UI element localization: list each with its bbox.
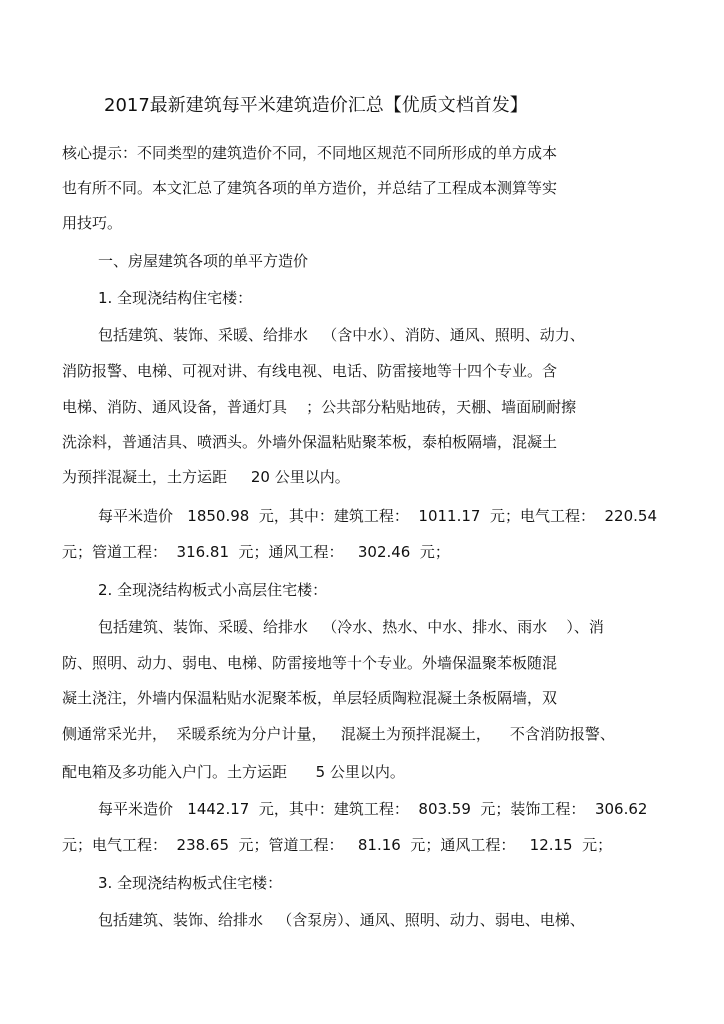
text-line: 防、照明、动力、弱电、电梯、防雷接地等十个专业。外墙保温聚苯板随混 xyxy=(62,654,558,672)
text-line: 凝土浇注，外墙内保温粘贴水泥聚苯板，单层轻质陶粒混凝土条板隔墙，双 xyxy=(62,689,558,707)
text-line: 洗涂料，普通洁具、喷洒头。外墙外保温粘贴聚苯板，泰柏板隔墙，混凝土 xyxy=(62,433,558,451)
cost-line: 元；电气工程： 238.65 元；管道工程： 81.16 元；通风工程： 12.15 元； xyxy=(62,836,613,854)
text-line: 侧通常采光井， 采暖系统为分户计量， 混凝土为预拌混凝土， 不含消防报警、 xyxy=(62,725,615,743)
text-line: 也有所不同。本文汇总了建筑各项的单方造价，并总结了工程成本测算等实 xyxy=(62,179,558,197)
document-title: 2017最新建筑每平米建筑造价汇总【优质文档首发】 xyxy=(104,95,528,116)
cost-line: 每平米造价 1442.17 元，其中：建筑工程： 803.59 元；装饰工程： 306.62 xyxy=(98,800,648,818)
text-line: 包括建筑、装饰、采暖、给排水 （冷水、热水、中水、排水、雨水 ）、消 xyxy=(98,618,604,636)
text-line: 用技巧。 xyxy=(62,214,123,232)
cost-line: 元；管道工程： 316.81 元；通风工程： 302.46 元； xyxy=(62,543,450,561)
cost-line: 每平米造价 1850.98 元，其中：建筑工程： 1011.17 元；电气工程： 220.54 xyxy=(98,507,657,525)
subsection-heading: 1. 全现浇结构住宅楼： xyxy=(98,289,253,307)
text-line: 包括建筑、装饰、采暖、给排水 （含中水）、消防、通风、照明、动力、 xyxy=(98,326,585,344)
text-line: 消防报警、电梯、可视对讲、有线电视、电话、防雷接地等十四个专业。含 xyxy=(62,362,558,380)
section-heading: 一、房屋建筑各项的单平方造价 xyxy=(98,252,309,270)
text-line: 核心提示：不同类型的建筑造价不同，不同地区规范不同所形成的单方成本 xyxy=(62,144,558,162)
subsection-heading: 2. 全现浇结构板式小高层住宅楼： xyxy=(98,581,328,599)
text-line: 电梯、消防、通风设备，普通灯具 ；公共部分粘贴地砖，天棚、墙面刷耐擦 xyxy=(62,398,577,416)
text-line: 为预拌混凝土，土方运距 20 公里以内。 xyxy=(62,468,350,486)
text-line: 配电箱及多功能入户门。土方运距 5 公里以内。 xyxy=(62,763,405,781)
text-line: 包括建筑、装饰、给排水 （含泵房）、通风、照明、动力、弱电、电梯、 xyxy=(98,911,585,929)
subsection-heading: 3. 全现浇结构板式住宅楼： xyxy=(98,874,283,892)
